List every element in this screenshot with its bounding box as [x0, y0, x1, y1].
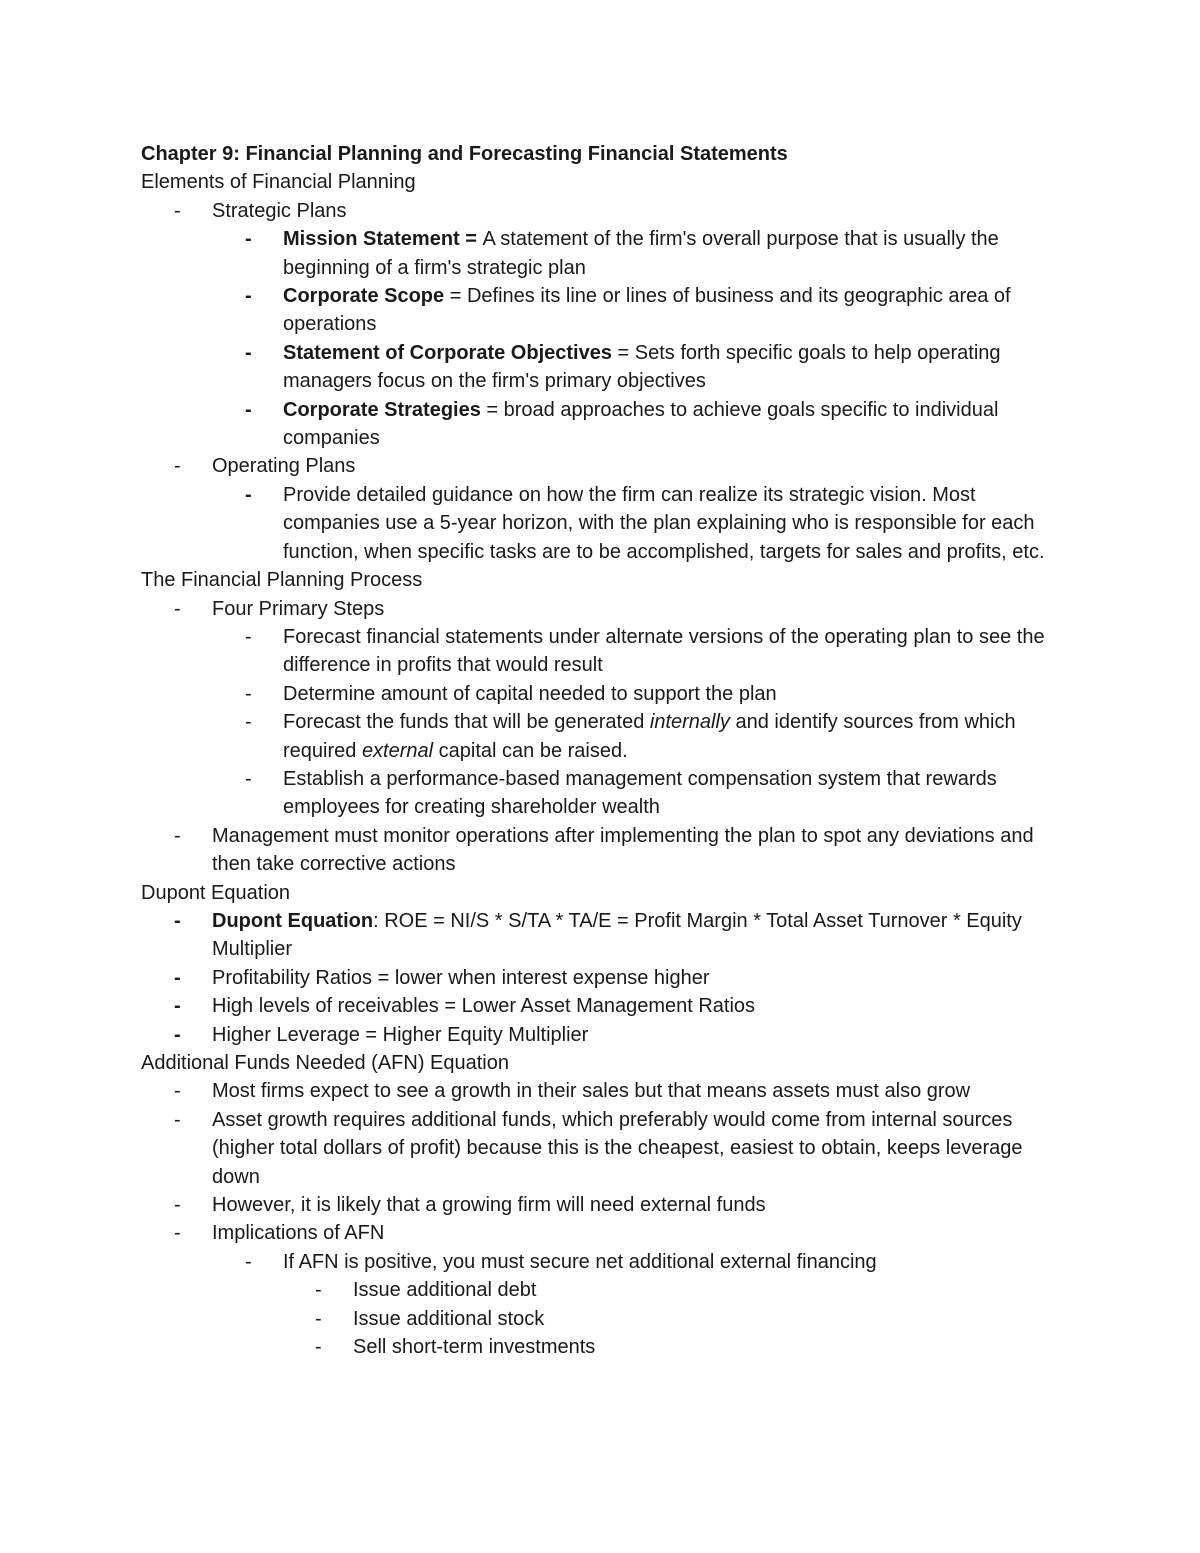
bullet-dash: -	[174, 455, 181, 478]
list-item-text: Forecast financial statements under alternate versions of the operating plan to see the difference in profits that would result	[283, 625, 1045, 677]
term-corporate-strategies: Corporate Strategies	[283, 398, 481, 421]
bullet-dash: -	[174, 1080, 181, 1103]
list-item-corporate-strategies	[141, 396, 1071, 453]
list-item-text: High levels of receivables = Lower Asset Management Ratios	[212, 995, 756, 1018]
term-corporate-scope: Corporate Scope	[283, 285, 445, 308]
bullet-dash: -	[174, 995, 181, 1018]
list-item-text: Asset growth requires additional funds, which preferably would come from internal sources (higher total dollars of profit) because this is the cheapest, easiest to obtain, keeps leverage down	[212, 1108, 1023, 1188]
bullet-dash: -	[245, 682, 252, 705]
list-item-text: Issue additional debt	[353, 1279, 537, 1302]
list-item-asset-growth	[141, 1106, 1071, 1191]
list-item-sell-investments	[141, 1333, 1071, 1361]
list-item-monitor	[141, 822, 1071, 879]
list-item-text-part: and identify sources from which required	[283, 711, 1016, 762]
bullet-dash: -	[315, 1336, 322, 1359]
section-heading-afn: Additional Funds Needed (AFN) Equation	[141, 1052, 509, 1074]
list-item-profitability	[141, 964, 1071, 992]
list-item-text: Sell short-term investments	[353, 1336, 596, 1359]
section-heading-dupont: Dupont Equation	[141, 881, 291, 904]
list-item-corporate-objectives	[141, 339, 1071, 396]
bullet-dash: -	[245, 711, 252, 734]
document-page	[141, 140, 1071, 1361]
chapter-title: Chapter 9: Financial Planning and Forecasting Financial Statements	[141, 143, 788, 165]
bullet-dash: -	[245, 483, 252, 506]
list-item-strategic-plans	[141, 197, 1071, 225]
list-item-text: However, it is likely that a growing firm will need external funds	[212, 1194, 766, 1217]
term-mission-statement: Mission Statement =	[283, 228, 483, 251]
bullet-dash: -	[174, 1194, 181, 1217]
list-item-text: Higher Leverage = Higher Equity Multiplier	[212, 1023, 589, 1046]
list-item-text: Issue additional stock	[353, 1307, 545, 1330]
list-item-four-steps	[141, 595, 1071, 623]
list-item-afn-positive	[141, 1248, 1071, 1276]
definition-corporate-scope: = Defines its line or lines of business and its geographic area of operations	[283, 285, 1011, 336]
list-item-external-funds	[141, 1191, 1071, 1219]
list-item-issue-debt	[141, 1276, 1071, 1304]
bullet-dash: -	[174, 199, 181, 222]
list-item-operating-plans	[141, 452, 1071, 480]
list-item-label: Implications of AFN	[212, 1222, 385, 1245]
list-item-text-part: Forecast the funds that will be generated	[283, 711, 650, 734]
bullet-dash: -	[245, 398, 252, 421]
bullet-dash: -	[174, 597, 181, 620]
definition-mission-statement: A statement of the firm's overall purpose that is usually the beginning of a firm's strategic plan	[283, 228, 999, 279]
section-heading-process: The Financial Planning Process	[141, 569, 423, 592]
bullet-dash: -	[315, 1307, 322, 1330]
list-item-text: Most firms expect to see a growth in their sales but that means assets must also grow	[212, 1080, 971, 1103]
bullet-dash: -	[245, 625, 252, 648]
list-item-text: Provide detailed guidance on how the firm can realize its strategic vision. Most companies use a 5-year horizon, with the plan explaining who is responsible for each function, when specific tasks are to be accomplished, targets for sales and profits, etc.	[283, 483, 1045, 563]
list-item-label: Operating Plans	[212, 455, 356, 478]
definition-corporate-strategies: = broad approaches to achieve goals specific to individual companies	[283, 398, 999, 450]
list-item-text: Determine amount of capital needed to support the plan	[283, 682, 777, 705]
list-item-receivables	[141, 992, 1071, 1020]
list-item-step-2	[141, 680, 1071, 708]
list-item-step-3	[141, 708, 1071, 765]
section-heading-elements: Elements of Financial Planning	[141, 171, 416, 194]
list-item-text: Management must monitor operations after implementing the plan to spot any deviations and then take corrective actions	[212, 824, 1034, 876]
definition-dupont-equation: : ROE = NI/S * S/TA * TA/E = Profit Margin * Total Asset Turnover * Equity Multiplier	[212, 909, 1022, 961]
list-item-implications	[141, 1219, 1071, 1247]
bullet-dash: -	[174, 909, 181, 932]
bullet-dash: -	[174, 824, 181, 847]
bullet-dash: -	[174, 1023, 181, 1046]
bullet-dash: -	[174, 1108, 181, 1131]
bullet-dash: -	[245, 228, 252, 251]
bullet-dash: -	[245, 1250, 252, 1273]
list-item-text: Establish a performance-based management compensation system that rewards employees for creating shareholder wealth	[283, 767, 997, 819]
list-item-growth	[141, 1077, 1071, 1105]
list-item-mission-statement	[141, 225, 1071, 282]
term-corporate-objectives: Statement of Corporate Objectives	[283, 341, 612, 364]
bullet-dash: -	[174, 966, 181, 989]
list-item-leverage	[141, 1021, 1071, 1049]
term-dupont-equation: Dupont Equation	[212, 909, 374, 932]
list-item-corporate-scope	[141, 282, 1071, 339]
list-item-dupont-equation	[141, 907, 1071, 964]
list-item-text: Profitability Ratios = lower when interest expense higher	[212, 966, 710, 989]
list-item-step-4	[141, 765, 1071, 822]
list-item-step-1	[141, 623, 1071, 680]
bullet-dash: -	[245, 341, 252, 364]
list-item-text: If AFN is positive, you must secure net additional external financing	[283, 1250, 877, 1273]
bullet-dash: -	[174, 1222, 181, 1245]
list-item-label: Strategic Plans	[212, 199, 347, 222]
list-item-text-part: capital can be raised.	[433, 739, 628, 762]
definition-corporate-objectives: = Sets forth specific goals to help operating managers focus on the firm's primary objectives	[283, 341, 1001, 393]
bullet-dash: -	[245, 767, 252, 790]
list-item-issue-stock	[141, 1305, 1071, 1333]
bullet-dash: -	[245, 285, 252, 308]
bullet-dash: -	[315, 1279, 322, 1302]
list-item-operating-detail	[141, 481, 1071, 566]
emphasis-internally: internally	[649, 711, 730, 734]
emphasis-external: external	[361, 739, 434, 762]
list-item-label: Four Primary Steps	[212, 597, 385, 620]
